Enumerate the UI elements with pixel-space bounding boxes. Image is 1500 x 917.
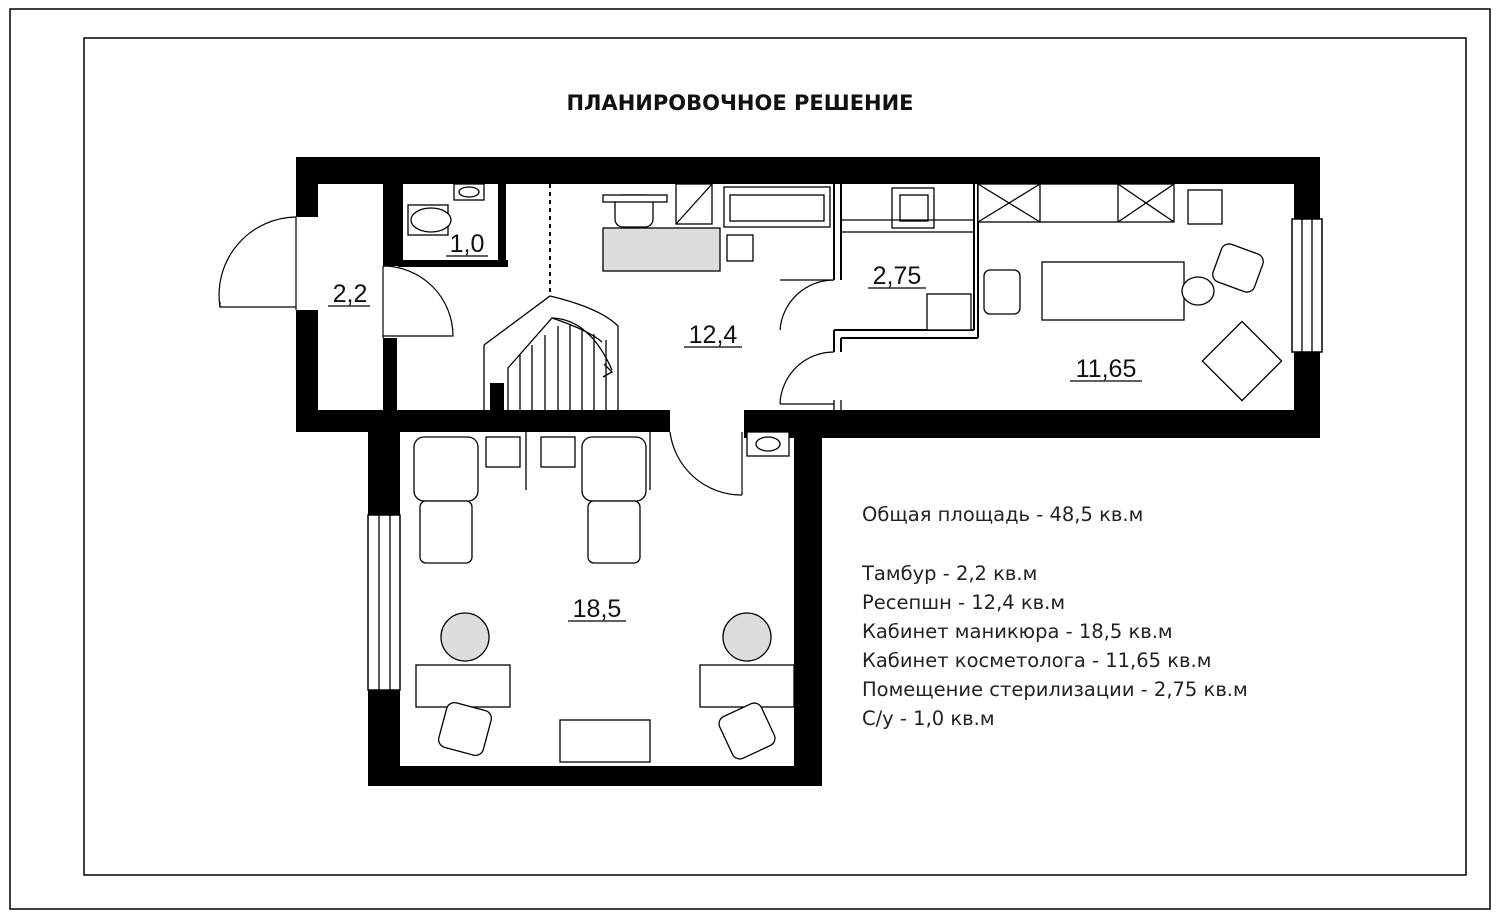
window-right: [1292, 219, 1322, 352]
legend-item: Ресепшн - 12,4 кв.м: [862, 591, 1066, 614]
reception-desk: [603, 228, 720, 271]
legend-item: Кабинет маникюра - 18,5 кв.м: [862, 620, 1173, 643]
area-manicure: 18,5: [572, 595, 622, 623]
legend-item: С/у - 1,0 кв.м: [862, 707, 995, 730]
wc-fixtures: [408, 184, 484, 235]
pedicure-chair-right: [582, 437, 646, 501]
area-wc: 1,0: [449, 230, 485, 258]
area-sterilization: 2,75: [872, 262, 922, 290]
reception-furniture: [603, 184, 974, 330]
staircase: [484, 296, 618, 410]
pedicure-chair-left: [414, 437, 478, 501]
legend-total: Общая площадь - 48,5 кв.м: [862, 503, 1144, 526]
legend-item: Кабинет косметолога - 11,65 кв.м: [862, 649, 1212, 672]
manicure-table-left: [416, 665, 510, 707]
cabinet: [978, 184, 1174, 222]
area-cosmetologist: 11,65: [1075, 355, 1137, 383]
legend: [861, 503, 1248, 730]
window-left: [368, 515, 400, 690]
legend-item: Тамбур - 2,2 кв.м: [862, 562, 1038, 585]
plan-title: ПЛАНИРОВОЧНОЕ РЕШЕНИЕ: [566, 91, 914, 115]
cosmetology-couch: [1042, 262, 1184, 320]
manicure-table-right: [700, 665, 794, 707]
area-tambur: 2,2: [332, 280, 368, 308]
area-reception: 12,4: [688, 321, 738, 349]
legend-item: Помещение стерилизации - 2,75 кв.м: [862, 678, 1248, 701]
